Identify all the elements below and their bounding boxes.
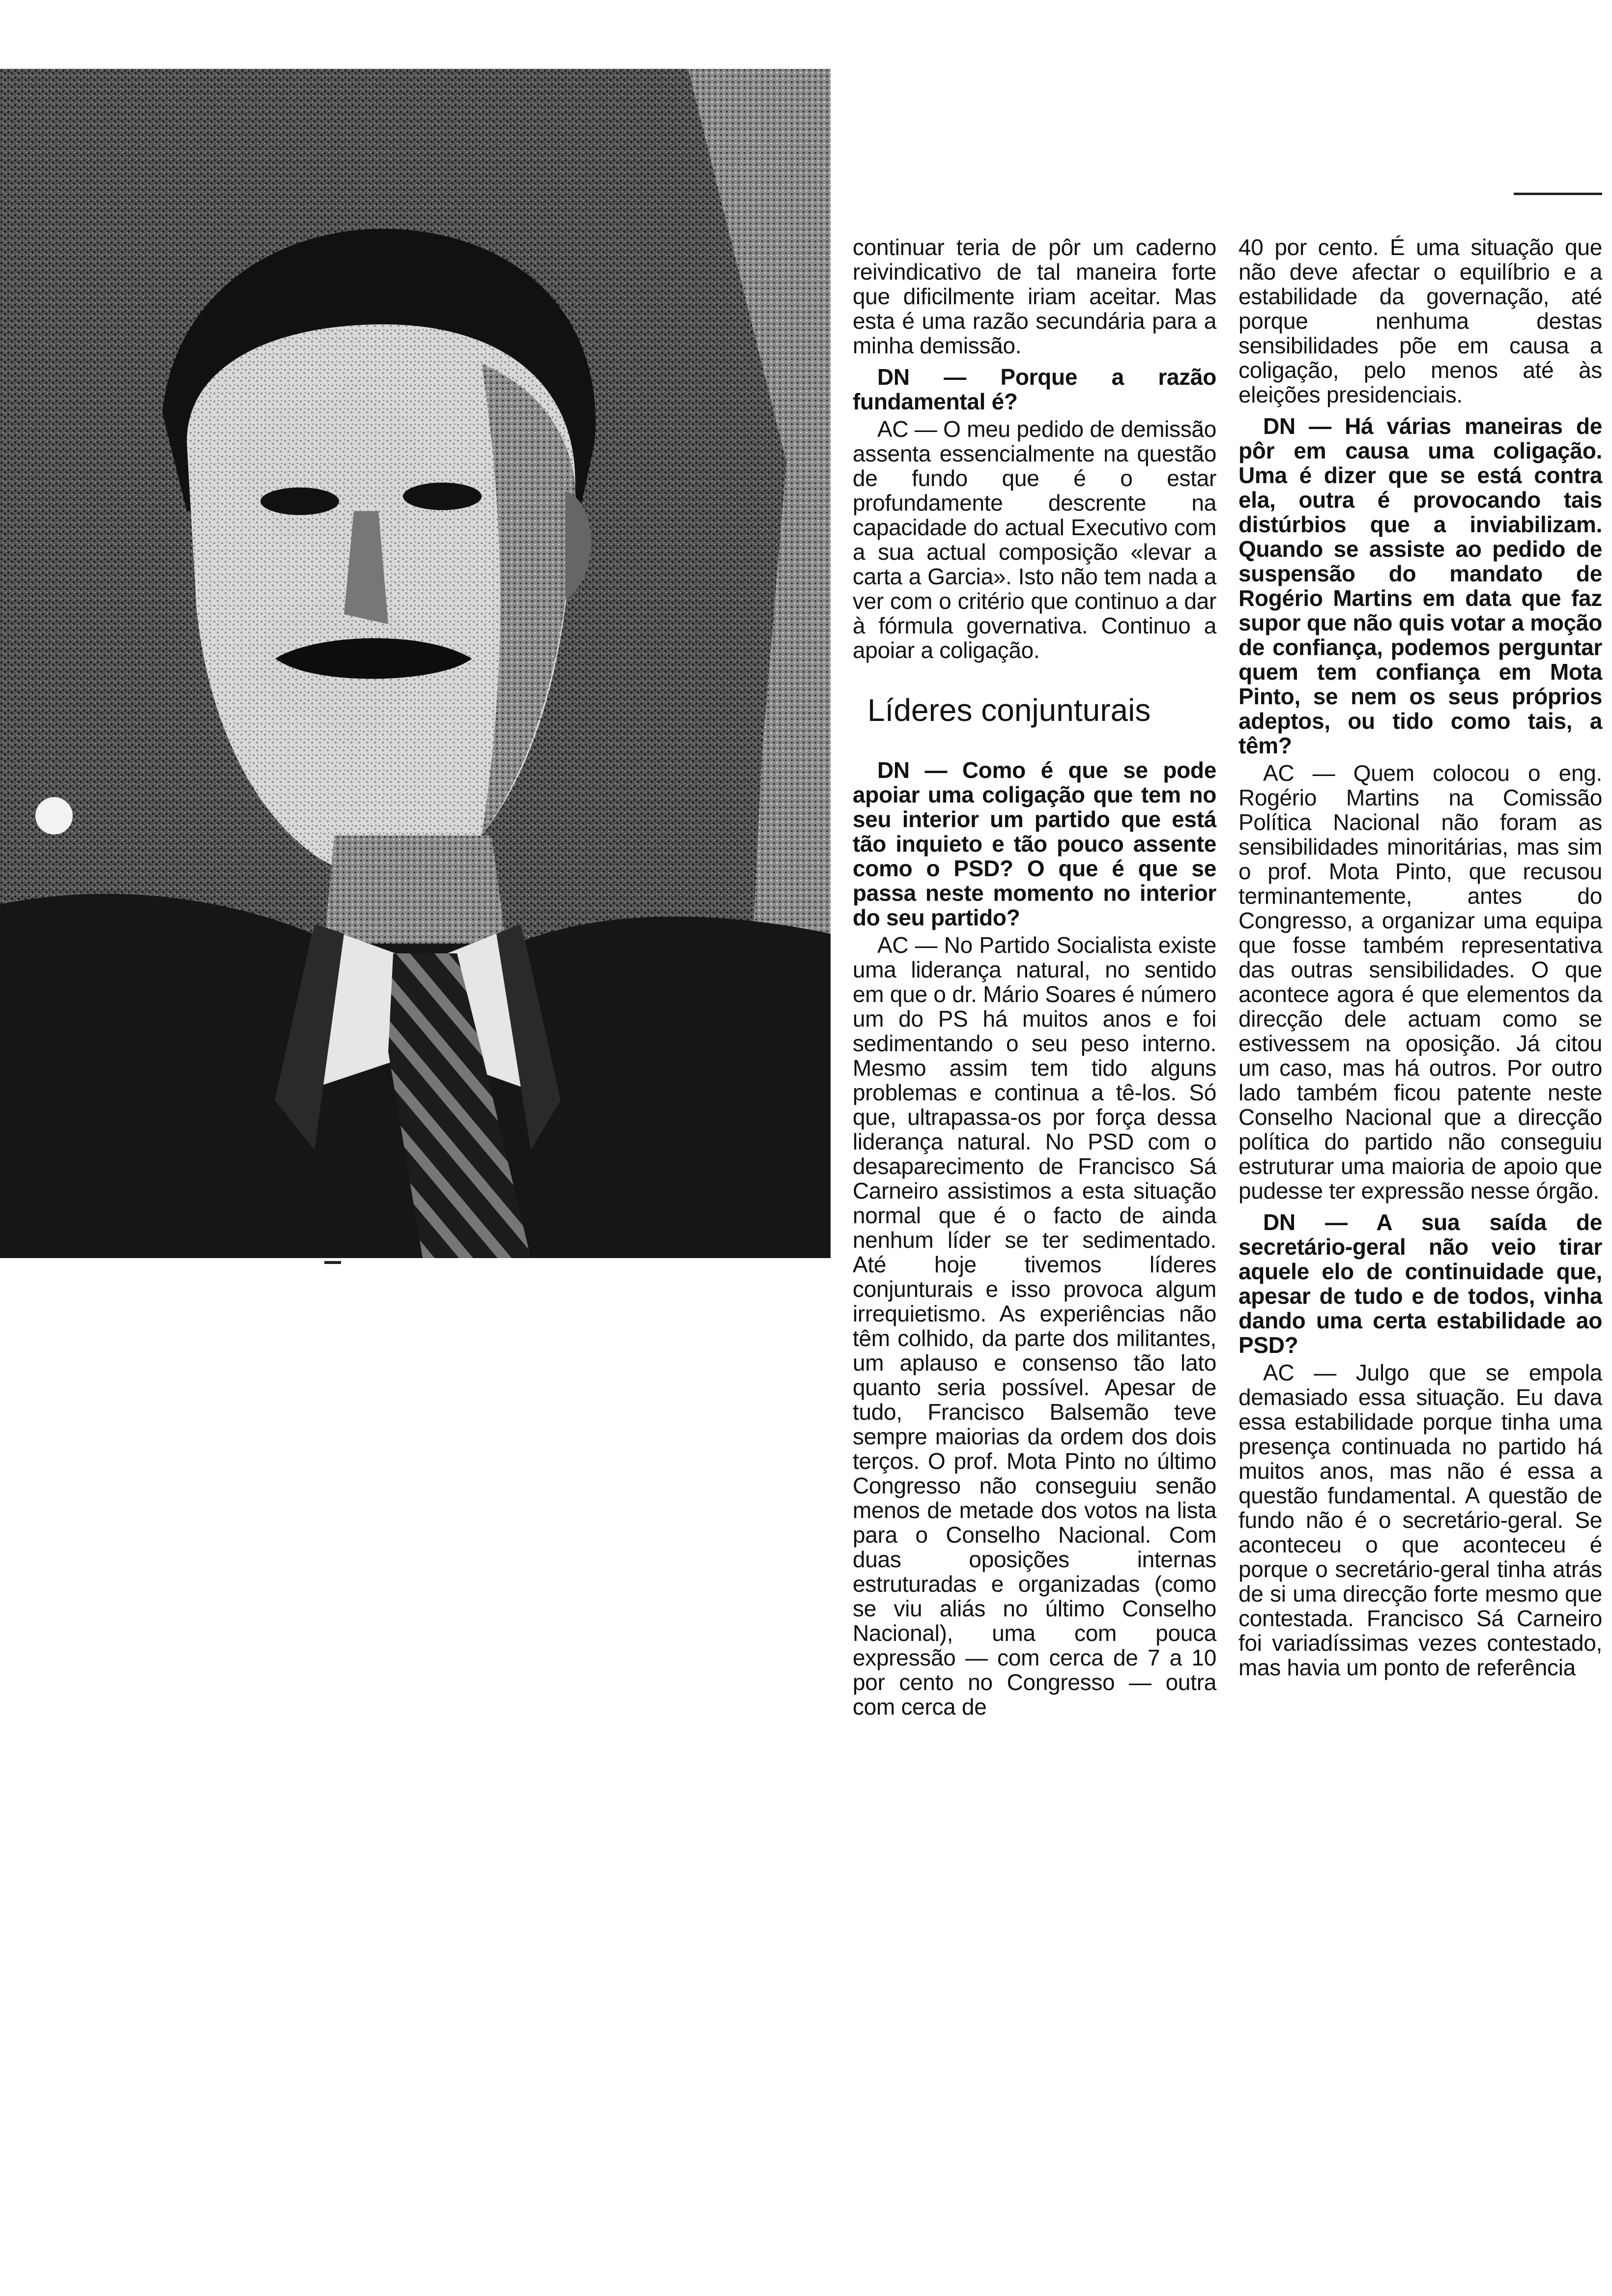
article-column-1 [853,235,1216,1721]
subheading: Líderes conjunturais [867,692,1151,728]
article-column-2 [1238,235,1602,1682]
portrait-image [0,69,831,1258]
answer-2: AC — No Partido Socialista existe uma liderança natural, no sentido em que o dr. Mário Soares é número um do PS há muitos anos e foi sedimentando o seu peso interno. Mesmo assim tem tido alguns problemas e continua a tê-los. Só que, ultrapassa-os por força dessa liderança natural. No PSD com o desaparecimento de Francisco Sá Carneiro assistimos a esta situação normal que é o facto de ainda nenhum líder se ter sedimentado. Até hoje tivemos líderes conjunturais e isso provoca algum irrequietismo. As experiências não têm colhido, da parte dos militantes, um aplauso e consenso tão lato quanto seria possível. Apesar de tudo, Francisco Balsemão teve sempre maiorias da ordem dos dois terços. O prof. Mota Pinto no último Congresso não conseguiu senão menos de metade dos votos na lista para o Conselho Nacional. Com duas oposições internas estruturadas e organizadas (como se viu aliás no último Conselho Nacional), uma com pouca expressão — com cerca de 7 a 10 por cento no Congresso — outra com cerca de [853,932,1216,1720]
question-4: DN — A sua saída de secretário-geral não veio tirar aquele elo de continuidade que, apesar de tudo e de todos, vinha dando uma certa estabilidade ao PSD? [1238,1209,1602,1358]
top-rule [1514,193,1602,195]
question-2: DN — Como é que se pode apoiar uma coligação que tem no seu interior um partido que está tão inquieto e tão pouco assente como o PSD? O que é que se passa neste momento no interior do seu partido? [853,757,1216,930]
question-1: DN — Porque a razão fundamental é? [853,364,1216,414]
interview-photo [0,69,831,1258]
column2-intro: 40 por cento. É uma situação que não deve afectar o equilíbrio e a estabilidade da governação, até porque nenhuma destas sensibilidades põe em causa a coligação, pelo menos até às eleições presidenciais. [1238,234,1602,407]
answer-4: AC — Julgo que se empola demasiado essa situação. Eu dava essa estabilidade porque tinha uma presença continuada no partido há muitos anos, mas não é essa a questão fundamental. A questão de fundo não é o secretário-geral. Se aconteceu o que aconteceu é porque o secretário-geral tinha atrás de si uma direcção forte mesmo que contestada. Francisco Sá Carneiro foi variadíssimas vezes contestado, mas havia um ponto de referência [1238,1360,1602,1680]
question-3: DN — Há várias maneiras de pôr em causa uma coligação. Uma é dizer que se está contra ela, outra é provocando tais distúrbios que a inviabilizam. Quando se assiste ao pedido de suspensão do mandato de Rogério Martins em data que faz supor que não quis votar a moção de confiança, podemos perguntar quem tem confiança em Mota Pinto, se nem os seus próprios adeptos, ou tido como tais, a têm? [1238,413,1602,758]
print-mark [324,1261,341,1264]
answer-1: AC — O meu pedido de demissão assenta essencialmente na questão de fundo que é o estar profundamente descrente na capacidade do actual Executivo com a sua actual composição «levar a carta a Garcia». Isto não tem nada a ver com o critério que continuo a dar à fórmula governativa. Continuo a apoiar a coligação. [853,416,1216,663]
answer-3: AC — Quem colocou o eng. Rogério Martins na Comissão Política Nacional não foram as sensibilidades minoritárias, mas sim o prof. Mota Pinto, que recusou terminantemente, antes do Congresso, a organizar uma equipa que fosse também representativa das outras sensibilidades. O que acontece agora é que elementos da direcção dele actuam como se estivessem na oposição. Já citou um caso, mas há outros. Por outro lado também ficou patente neste Conselho Nacional que a direcção política do partido não conseguiu estruturar uma maioria de apoio que pudesse ter expressão nesse órgão. [1238,760,1602,1204]
column1-intro: continuar teria de pôr um caderno reivindicativo de tal maneira forte que dificilmente iriam aceitar. Mas esta é uma razão secundária para a minha demissão. [853,234,1216,358]
